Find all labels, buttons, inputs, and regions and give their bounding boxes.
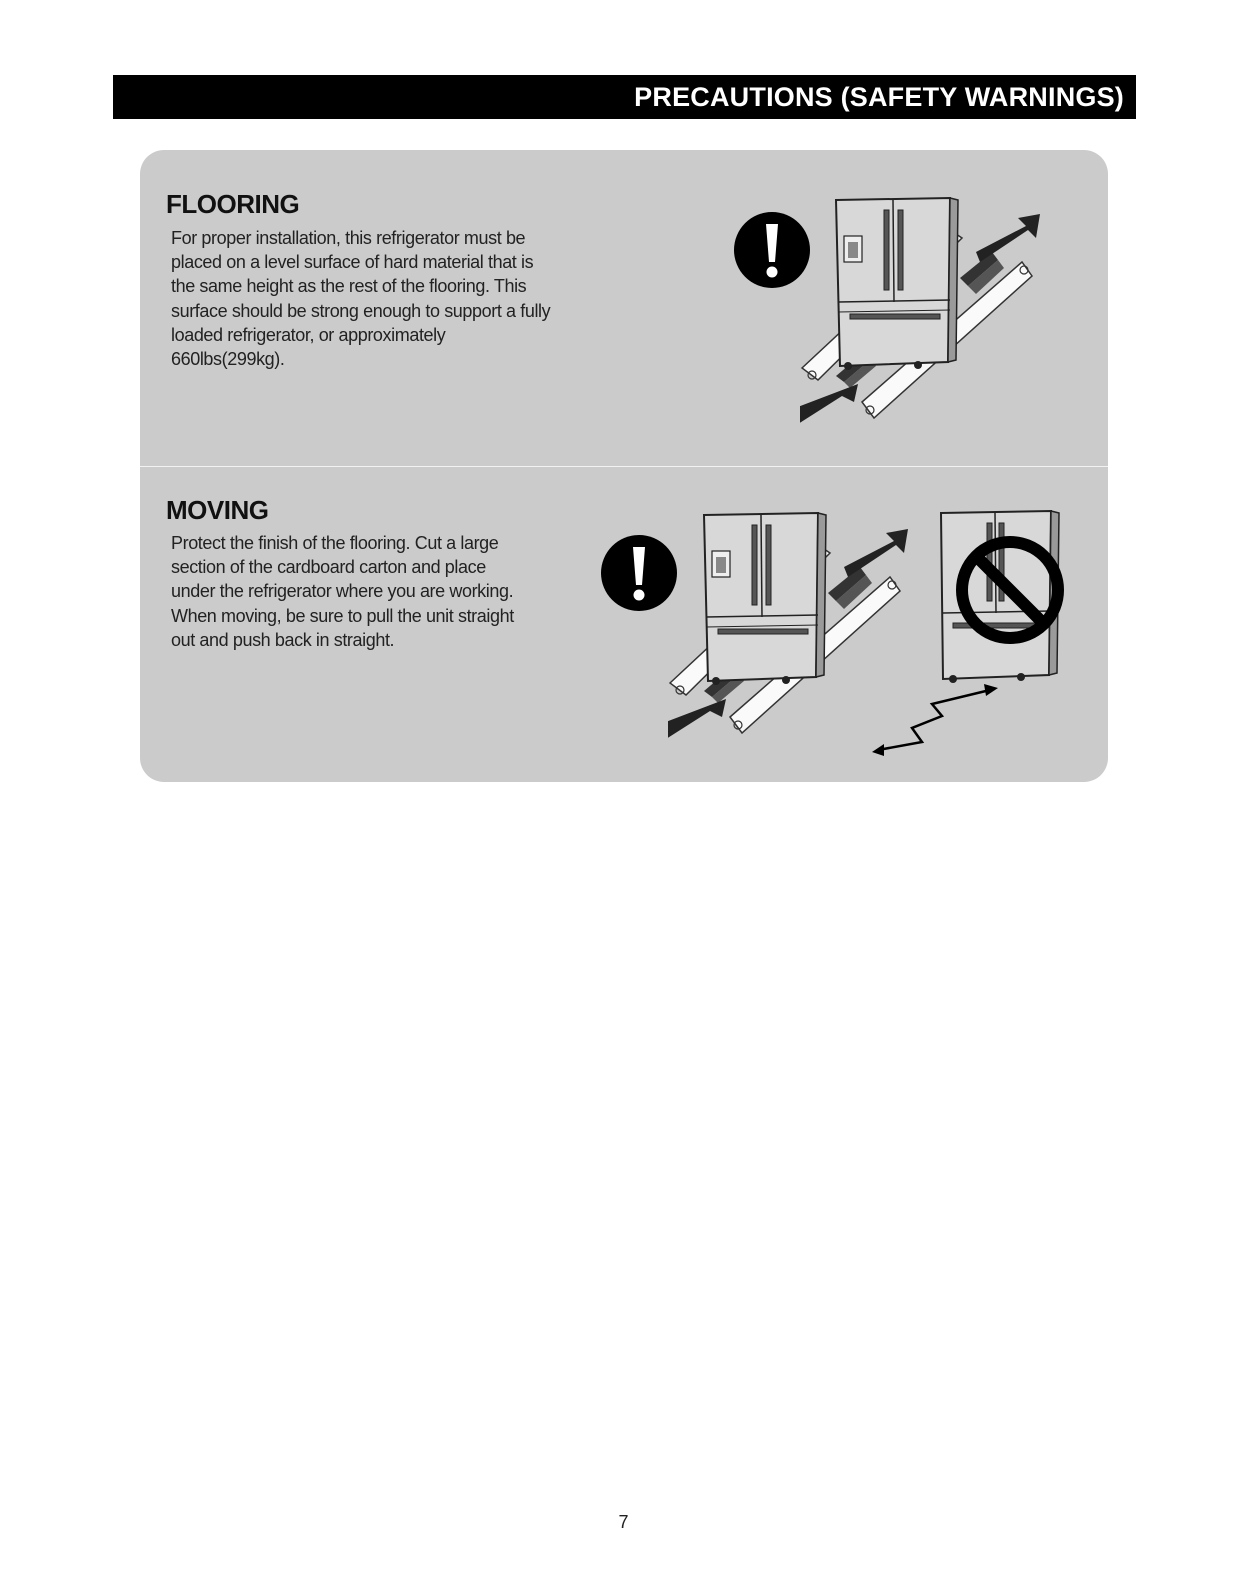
- flooring-body-line: placed on a level surface of hard material that is: [171, 252, 534, 273]
- moving-body-line: section of the cardboard carton and place: [171, 557, 486, 578]
- flooring-body-line: loaded refrigerator, or approximately: [171, 324, 446, 345]
- moving-heading: MOVING: [166, 495, 269, 525]
- flooring-body-line: surface should be strong enough to support a fully: [171, 300, 551, 321]
- moving-body-line: Protect the finish of the flooring. Cut a large: [171, 533, 499, 553]
- page-title: PRECAUTIONS (SAFETY WARNINGS): [634, 82, 1124, 112]
- refrigerator-on-cardboard-illustration: [800, 190, 1060, 440]
- flooring-body-line: the same height as the rest of the flooring. This: [171, 276, 527, 297]
- flooring-heading: FLOORING: [166, 189, 300, 219]
- moving-body-line: out and push back in straight.: [171, 629, 395, 650]
- section-divider: [140, 466, 1108, 467]
- moving-body-line: When moving, be sure to pull the unit straight: [171, 605, 514, 626]
- flooring-body-line: For proper installation, this refrigerator must be: [171, 228, 526, 248]
- moving-body: [171, 531, 514, 652]
- flooring-body: [171, 226, 550, 371]
- prohibited-icon: [952, 532, 1068, 648]
- page-number: 7: [618, 1512, 629, 1532]
- moving-body-line: under the refrigerator where you are working.: [171, 581, 514, 602]
- caution-exclamation-icon: [599, 533, 679, 613]
- zigzag-movement-arrow-icon: [872, 682, 1012, 762]
- flooring-body-line: 660lbs(299kg).: [171, 349, 285, 370]
- section-header-bar: [113, 75, 1136, 119]
